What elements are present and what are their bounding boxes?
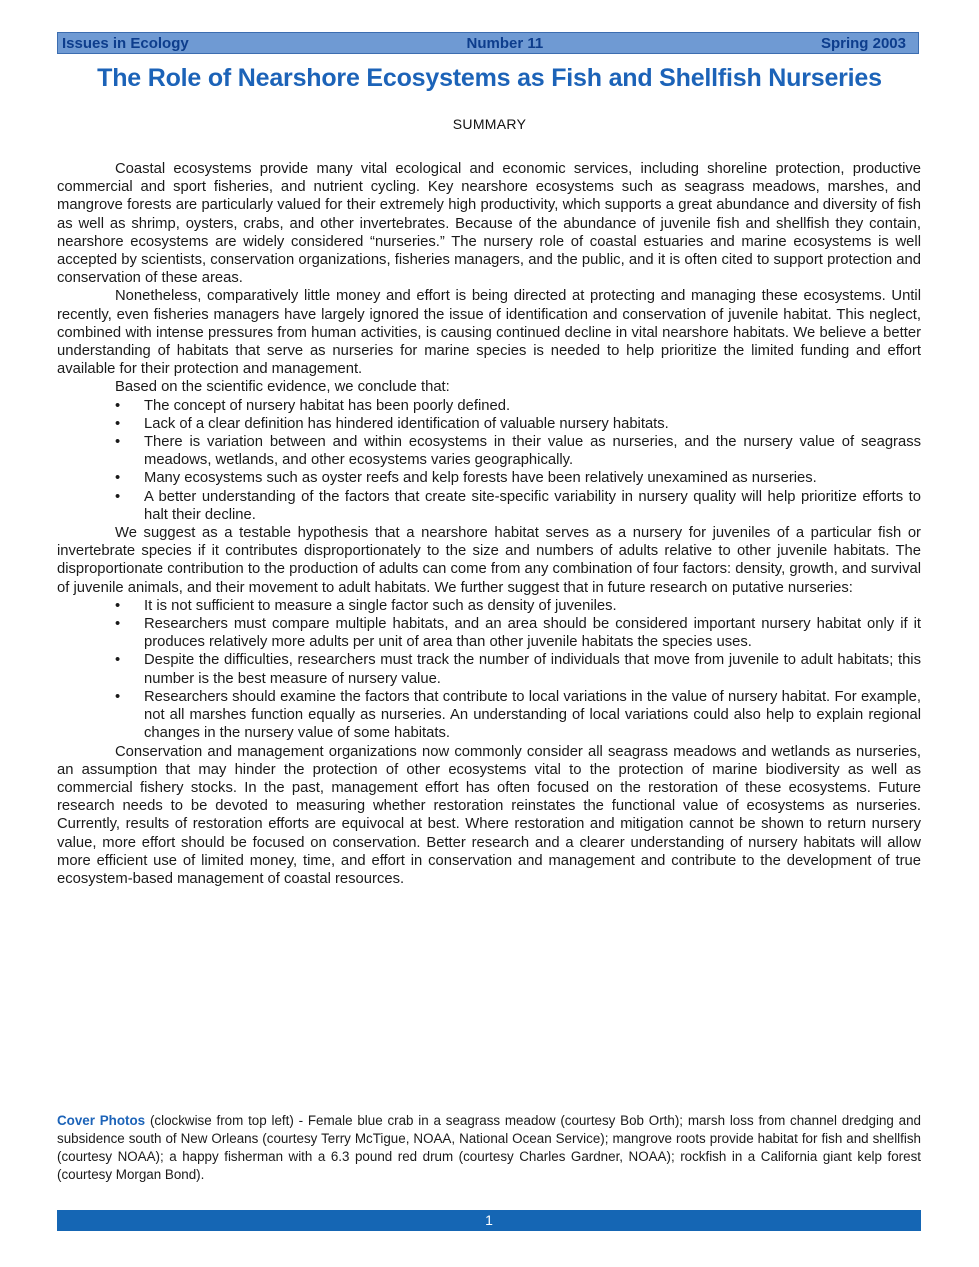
- bullet-icon: •: [115, 652, 121, 669]
- paragraph: Based on the scientific evidence, we conclude that:: [115, 379, 450, 396]
- cover-photos-label: Cover Photos: [57, 1113, 146, 1128]
- bullet-icon: •: [115, 434, 121, 451]
- bullet-icon: •: [115, 470, 121, 487]
- list-item: • Researchers must compare multiple habitats, and an area should be considered important nursery habitat only if it produces relatively more adults per unit of area than other juvenile habitats the species uses.: [115, 616, 921, 651]
- bullet-icon: •: [115, 616, 121, 633]
- list-item: • Researchers should examine the factors that contribute to local variations in the value of nursery habitat. For example, not all marshes function equally as nurseries. An understanding of local variations could also help to explain regional changes in the nursery value of some habitats.: [115, 688, 921, 742]
- section-heading: SUMMARY: [452, 116, 527, 132]
- bullet-icon: •: [115, 415, 121, 432]
- list-item: • Despite the difficulties, researchers must track the number of individuals that move from juvenile to adult habitats; this number is the best measure of nursery value.: [115, 652, 921, 687]
- list-item: • Many ecosystems such as oyster reefs and kelp forests have been relatively unexamined as nurseries.: [115, 470, 817, 487]
- bullet-icon: •: [115, 688, 121, 705]
- page-title: The Role of Nearshore Ecosystems as Fish and Shellfish Nurseries: [97, 64, 882, 92]
- bullet-icon: •: [115, 488, 121, 505]
- paragraph: We suggest as a testable hypothesis that a nearshore habitat serves as a nursery for juveniles of a particular fish or invertebrate species if it contributes disproportionately to the size and numbers of adults relative to other juvenile habitats. The disproportionate contribution to the production of adults can come from any combination of four factors: density, growth, and survival of juvenile animals, and their movement to adult habitats. We further suggest that in future research on putative nurseries:: [57, 525, 921, 596]
- cover-photos-text: (clockwise from top left) - Female blue crab in a seagrass meadow (courtesy Bob Orth); marsh loss from channel dredging and subsidence south of New Orleans (courtesy Terry McTigue, NOAA, National Ocean Service); mangrove roots provide habitat for fish and shellfish (courtesy NOAA); a happy fisherman with a 6.3 pound red drum (courtesy Charles Gardner, NOAA); rockfish in a California giant kelp forest (courtesy Morgan Bond).: [57, 1113, 921, 1182]
- cover-photos-caption: [57, 1112, 921, 1184]
- bullet-icon: •: [115, 397, 121, 414]
- list-item: • The concept of nursery habitat has been poorly defined.: [115, 397, 511, 414]
- research-recommendations-list: [57, 597, 921, 743]
- list-item: • There is variation between and within ecosystems in their value as nurseries, and the nursery value of seagrass meadows, wetlands, and other ecosystems varies geographically.: [115, 434, 921, 469]
- bullet-icon: •: [115, 597, 121, 614]
- header-bar: [57, 32, 919, 54]
- issue-number: Number 11: [466, 34, 544, 52]
- list-item: • A better understanding of the factors that create site-specific variability in nursery quality will help prioritize efforts to halt their decline.: [115, 488, 921, 523]
- conclusions-list: [57, 397, 921, 524]
- page-number: 1: [485, 1212, 493, 1228]
- paragraph: Coastal ecosystems provide many vital ecological and economic services, including shoreline protection, productive commercial and sport fisheries, and nutrient cycling. Key nearshore ecosystems such as seagrass meadows, marshes, and mangrove forests are particularly valued for their extremely high productivity, which supports a great abundance and diversity of fish as well as shrimp, oysters, crabs, and other invertebrates. Because of the abundance of juvenile fish and shellfish they contain, nearshore ecosystems are widely considered “nurseries.” The nursery role of coastal estuaries and marine ecosystems is well accepted by scientists, conservation organizations, fisheries managers, and the public, and it is often cited to support protection and conservation of these areas.: [57, 161, 921, 287]
- journal-name: Issues in Ecology: [62, 34, 189, 52]
- issue-date: Spring 2003: [820, 34, 906, 52]
- paragraph: Conservation and management organizations now commonly consider all seagrass meadows and wetlands as nurseries, an assumption that may hinder the protection of other ecosystems vital to the protection of marine biodiversity as well as commercial fishery stocks. In the past, management effort has often focused on the restoration of these ecosystems. Future research needs to be devoted to measuring whether restoration reinstates the functional value of ecosystems as nurseries. Currently, results of restoration efforts are equivocal at best. Where restoration and mitigation cannot be shown to return nursery value, more effort should be focused on conservation. Better research and a clearer understanding of nursery habitats will allow more efficient use of limited money, time, and effort in conservation and management and contribute to the development of true ecosystem-based management of coastal resources.: [57, 743, 921, 887]
- footer-bar: [57, 1210, 921, 1231]
- summary-body: [57, 160, 921, 888]
- paragraph: Nonetheless, comparatively little money and effort is being directed at protecting and managing these ecosystems. Until recently, even fisheries managers have largely ignored the issue of identification and conservation of juvenile habitat. This neglect, combined with intense pressures from human activities, is causing continued decline in vital nearshore habitats. We believe a better understanding of habitats that serve as nurseries for marine species is needed to help prioritize the limited funding and effort available for their protection and management.: [57, 288, 921, 378]
- list-item: • It is not sufficient to measure a single factor such as density of juveniles.: [115, 597, 617, 614]
- list-item: • Lack of a clear definition has hindered identification of valuable nursery habitats.: [115, 415, 669, 432]
